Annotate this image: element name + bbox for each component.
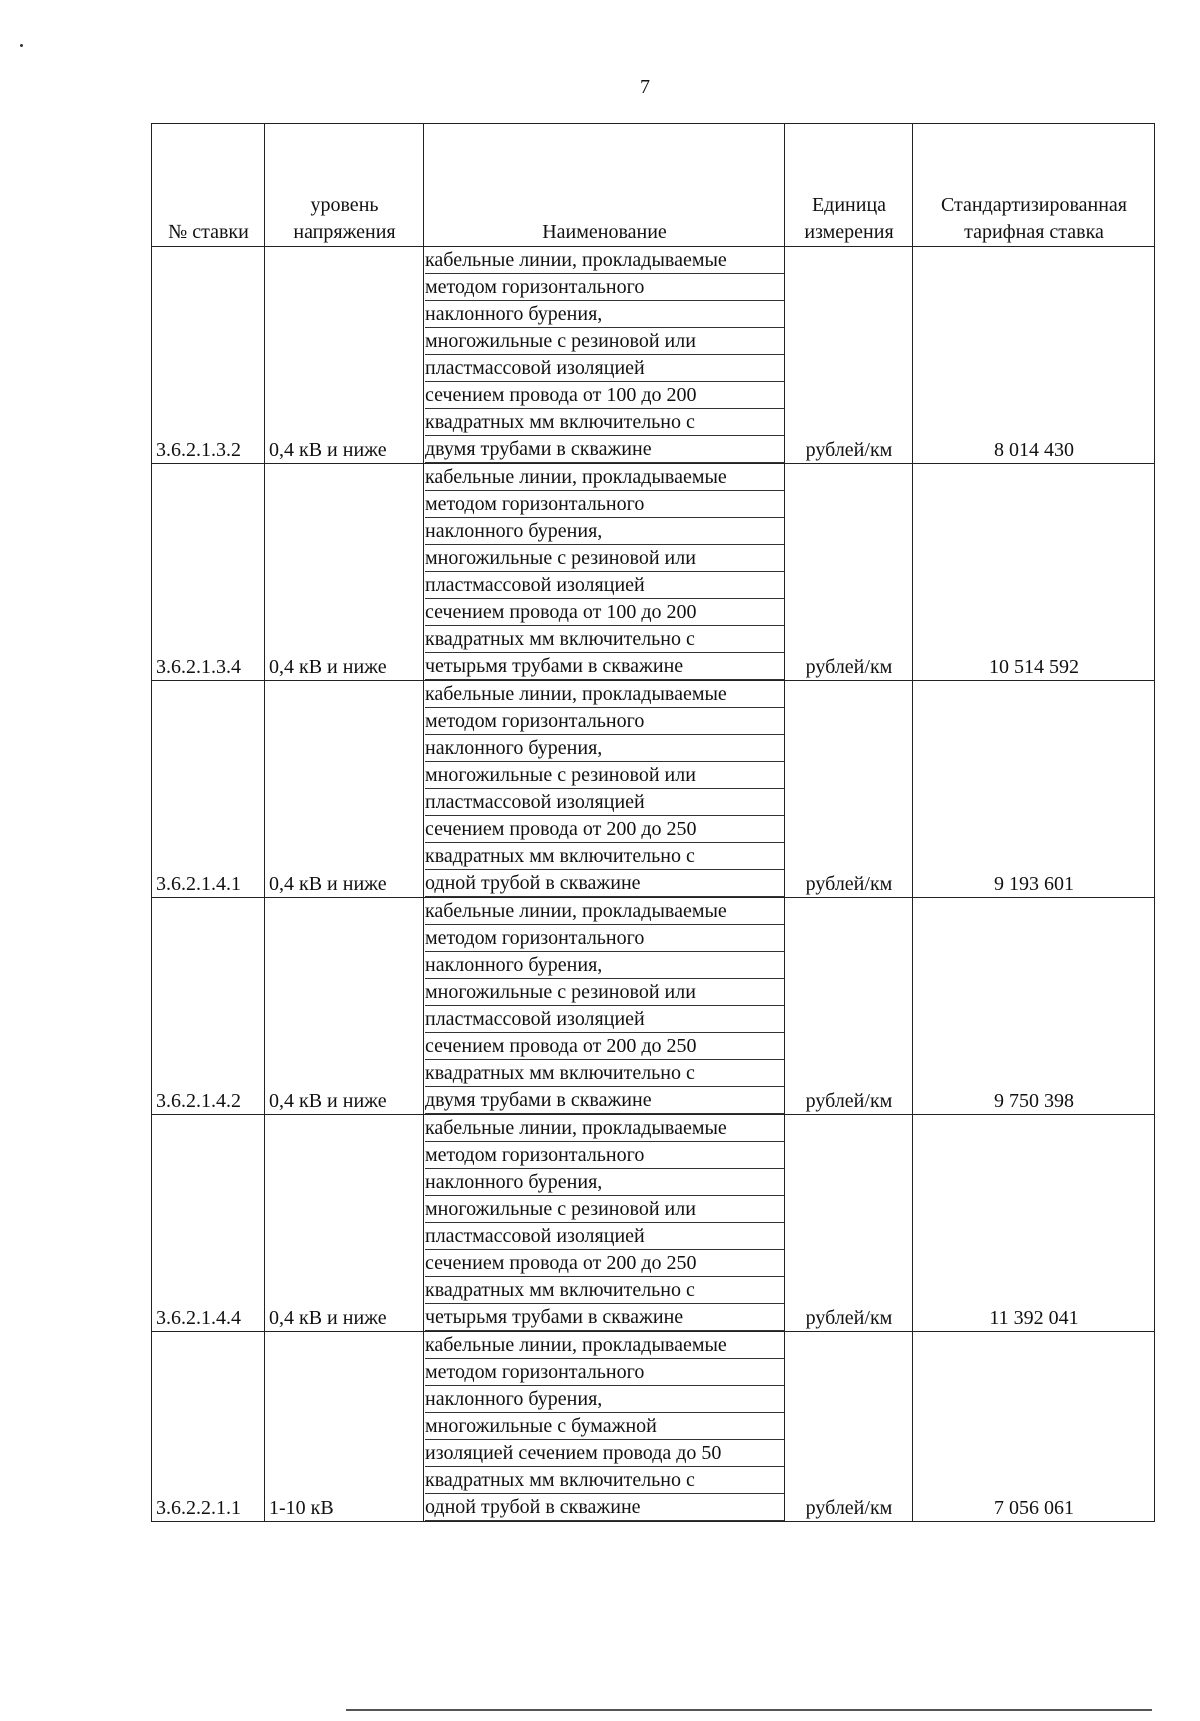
description-line: наклонного бурения, xyxy=(425,1169,784,1196)
description-line: квадратных мм включительно с xyxy=(425,409,784,436)
table-row xyxy=(152,1332,1155,1522)
description-line: многожильные с бумажной xyxy=(425,1413,784,1440)
description-line: многожильные с резиновой или xyxy=(425,979,784,1006)
rate-description xyxy=(424,681,785,898)
description-line: кабельные линии, прокладываемые xyxy=(425,1332,784,1359)
voltage-level: 0,4 кВ и ниже xyxy=(265,681,424,898)
unit-of-measure: рублей/км xyxy=(785,464,913,681)
header-rate: Стандартизированная тарифная ставка xyxy=(913,124,1155,247)
description-line: четырьмя трубами в скважине xyxy=(425,653,784,680)
description-line: двумя трубами в скважине xyxy=(425,1087,784,1114)
description-line: методом горизонтального xyxy=(425,1359,784,1386)
unit-of-measure: рублей/км xyxy=(785,898,913,1115)
page-number: 7 xyxy=(640,76,650,98)
tariff-rate-value: 9 750 398 xyxy=(913,898,1155,1115)
unit-of-measure: рублей/км xyxy=(785,247,913,464)
unit-of-measure: рублей/км xyxy=(785,1332,913,1522)
rate-description xyxy=(424,464,785,681)
voltage-level: 1-10 кВ xyxy=(265,1332,424,1522)
description-line: одной трубой в скважине xyxy=(425,1494,784,1521)
rate-code: 3.6.2.1.4.4 xyxy=(152,1115,265,1332)
header-code: № ставки xyxy=(152,124,265,247)
rate-code: 3.6.2.1.4.2 xyxy=(152,898,265,1115)
tariff-rate-value: 9 193 601 xyxy=(913,681,1155,898)
description-line: методом горизонтального xyxy=(425,708,784,735)
description-line: кабельные линии, прокладываемые xyxy=(425,464,784,491)
description-line: сечением провода от 200 до 250 xyxy=(425,1033,784,1060)
description-line: наклонного бурения, xyxy=(425,518,784,545)
tariff-rate-value: 7 056 061 xyxy=(913,1332,1155,1522)
table-row xyxy=(152,681,1155,898)
description-line: квадратных мм включительно с xyxy=(425,1277,784,1304)
description-line: сечением провода от 100 до 200 xyxy=(425,599,784,626)
description-line: двумя трубами в скважине xyxy=(425,436,784,463)
unit-of-measure: рублей/км xyxy=(785,681,913,898)
description-line: кабельные линии, прокладываемые xyxy=(425,681,784,708)
description-line: многожильные с резиновой или xyxy=(425,545,784,572)
description-line: многожильные с резиновой или xyxy=(425,762,784,789)
rate-code: 3.6.2.1.4.1 xyxy=(152,681,265,898)
description-line: методом горизонтального xyxy=(425,925,784,952)
description-line: квадратных мм включительно с xyxy=(425,626,784,653)
description-line: пластмассовой изоляцией xyxy=(425,572,784,599)
rate-code: 3.6.2.1.3.2 xyxy=(152,247,265,464)
description-line: четырьмя трубами в скважине xyxy=(425,1304,784,1331)
tariff-rate-value: 10 514 592 xyxy=(913,464,1155,681)
description-line: наклонного бурения, xyxy=(425,952,784,979)
description-line: сечением провода от 100 до 200 xyxy=(425,382,784,409)
voltage-level: 0,4 кВ и ниже xyxy=(265,464,424,681)
table-header-row xyxy=(152,124,1155,247)
description-line: кабельные линии, прокладываемые xyxy=(425,247,784,274)
table-row xyxy=(152,247,1155,464)
description-line: пластмассовой изоляцией xyxy=(425,789,784,816)
description-line: пластмассовой изоляцией xyxy=(425,355,784,382)
description-line: квадратных мм включительно с xyxy=(425,1060,784,1087)
voltage-level: 0,4 кВ и ниже xyxy=(265,898,424,1115)
description-line: наклонного бурения, xyxy=(425,301,784,328)
description-line: многожильные с резиновой или xyxy=(425,328,784,355)
unit-of-measure: рублей/км xyxy=(785,1115,913,1332)
tariff-rate-value: 11 392 041 xyxy=(913,1115,1155,1332)
description-line: методом горизонтального xyxy=(425,491,784,518)
rate-code: 3.6.2.1.3.4 xyxy=(152,464,265,681)
footer-rule xyxy=(346,1709,1152,1711)
description-line: пластмассовой изоляцией xyxy=(425,1223,784,1250)
description-line: одной трубой в скважине xyxy=(425,870,784,897)
description-line: изоляцией сечением провода до 50 xyxy=(425,1440,784,1467)
description-line: методом горизонтального xyxy=(425,1142,784,1169)
description-line: кабельные линии, прокладываемые xyxy=(425,898,784,925)
table-row xyxy=(152,898,1155,1115)
description-line: многожильные с резиновой или xyxy=(425,1196,784,1223)
tariff-rates-table xyxy=(151,123,1155,1522)
table-row xyxy=(152,464,1155,681)
rate-description xyxy=(424,247,785,464)
description-line: сечением провода от 200 до 250 xyxy=(425,1250,784,1277)
header-name: Наименование xyxy=(424,124,785,247)
description-line: наклонного бурения, xyxy=(425,735,784,762)
description-line: кабельные линии, прокладываемые xyxy=(425,1115,784,1142)
scan-speck xyxy=(20,44,23,47)
table-row xyxy=(152,1115,1155,1332)
description-line: квадратных мм включительно с xyxy=(425,1467,784,1494)
header-voltage: уровень напряжения xyxy=(265,124,424,247)
description-line: пластмассовой изоляцией xyxy=(425,1006,784,1033)
tariff-rate-value: 8 014 430 xyxy=(913,247,1155,464)
rate-description xyxy=(424,898,785,1115)
description-line: методом горизонтального xyxy=(425,274,784,301)
description-line: квадратных мм включительно с xyxy=(425,843,784,870)
rate-code: 3.6.2.2.1.1 xyxy=(152,1332,265,1522)
description-line: наклонного бурения, xyxy=(425,1386,784,1413)
voltage-level: 0,4 кВ и ниже xyxy=(265,247,424,464)
rate-description xyxy=(424,1332,785,1522)
rate-description xyxy=(424,1115,785,1332)
voltage-level: 0,4 кВ и ниже xyxy=(265,1115,424,1332)
description-line: сечением провода от 200 до 250 xyxy=(425,816,784,843)
header-unit: Единица измерения xyxy=(785,124,913,247)
